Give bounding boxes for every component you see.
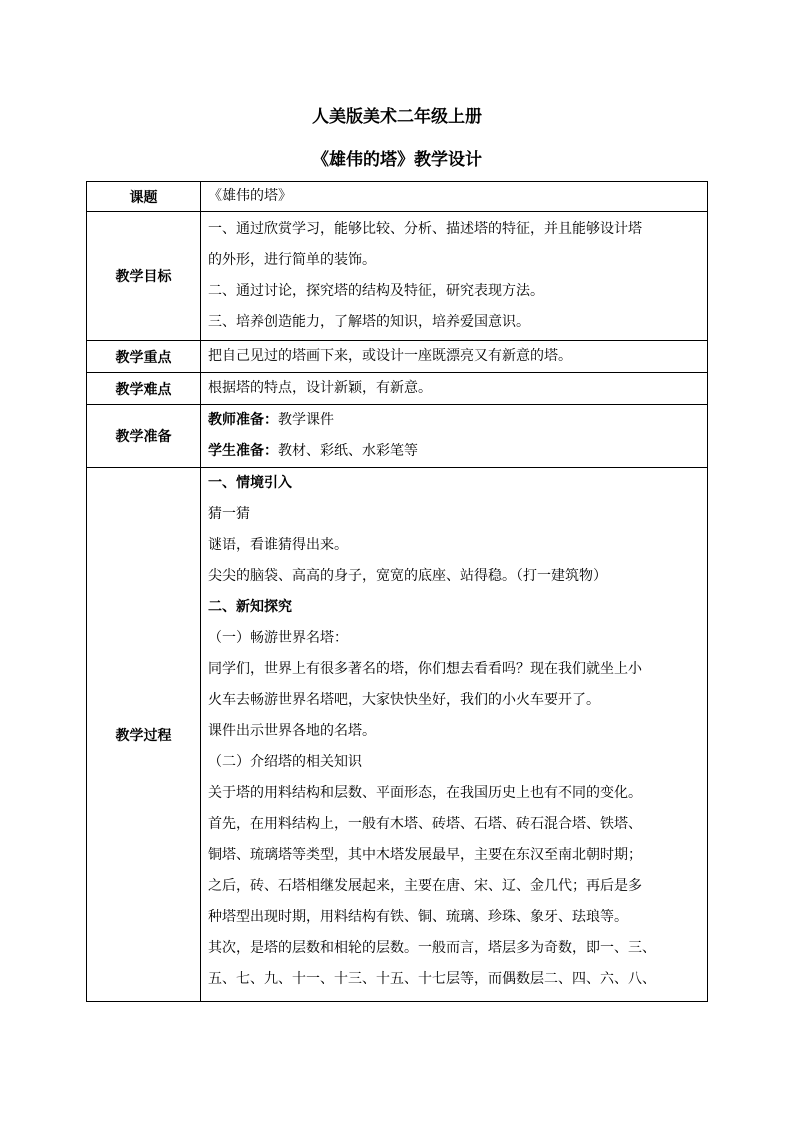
cell-goals xyxy=(201,212,708,341)
process-line: 关于塔的用料结构和层数、平面形态，在我国历史上也有不同的变化。 xyxy=(208,785,642,801)
row-difficulty xyxy=(87,373,708,405)
topic-value: 《雄伟的塔》 xyxy=(208,188,292,204)
goal-line: 的外形，进行简单的装饰。 xyxy=(208,252,376,268)
student-prep xyxy=(208,436,703,467)
process-line: 同学们，世界上有很多著名的塔，你们想去看看吗？现在我们就坐上小 xyxy=(208,661,642,677)
process-line: 尖尖的脑袋、高高的身子，宽宽的底座、站得稳。（打一建筑物） xyxy=(208,568,607,584)
row-key-point xyxy=(87,341,708,373)
cell-process xyxy=(201,468,708,1002)
goal-line: 一、通过欣赏学习，能够比较、分析、描述塔的特征，并且能够设计塔 xyxy=(208,221,642,237)
process-line: 五、七、九、十一、十三、十五、十七层等，而偶数层二、四、六、八、 xyxy=(208,971,656,987)
cell-preparation xyxy=(201,405,708,468)
label-key-point: 教学重点 xyxy=(87,341,201,373)
label-difficulty: 教学难点 xyxy=(87,373,201,405)
process-heading: 一、情境引入 xyxy=(208,475,292,491)
process-line: 课件出示世界各地的名塔。 xyxy=(208,723,376,739)
process-line: 其次，是塔的层数和相轮的层数。一般而言，塔层多为奇数，即一、三、 xyxy=(208,940,656,956)
process-line: 首先，在用料结构上，一般有木塔、砖塔、石塔、砖石混合塔、铁塔、 xyxy=(208,816,642,832)
teacher-prep-label: 教师准备： xyxy=(208,412,278,428)
cell-topic xyxy=(201,182,708,212)
difficulty-value: 根据塔的特点，设计新颖，有新意。 xyxy=(208,380,432,396)
row-preparation xyxy=(87,405,708,468)
process-line: 火车去畅游世界名塔吧，大家快快坐好，我们的小火车要开了。 xyxy=(208,692,600,708)
cell-key-point xyxy=(201,341,708,373)
label-topic: 课题 xyxy=(87,182,201,212)
process-line: 猜一猜 xyxy=(208,506,250,522)
process-line: 谜语，看谁猜得出来。 xyxy=(208,537,348,553)
process-line: （二）介绍塔的相关知识 xyxy=(208,754,362,770)
label-goals: 教学目标 xyxy=(87,212,201,341)
row-goals xyxy=(87,212,708,341)
teacher-prep-value: 教学课件 xyxy=(278,412,334,428)
student-prep-value: 教材、彩纸、水彩笔等 xyxy=(278,443,418,459)
process-line: 种塔型出现时期，用料结构有铁、铜、琉璃、珍珠、象牙、珐琅等。 xyxy=(208,909,628,925)
process-heading: 二、新知探究 xyxy=(208,599,292,615)
goal-line: 三、培养创造能力，了解塔的知识，培养爱国意识。 xyxy=(208,314,530,330)
lesson-plan-table xyxy=(86,181,708,1002)
label-process: 教学过程 xyxy=(87,468,201,1002)
document-subtitle: 《雄伟的塔》教学设计 xyxy=(312,150,482,170)
key-point-value: 把自己见过的塔画下来，或设计一座既漂亮又有新意的塔。 xyxy=(208,348,572,364)
cell-difficulty xyxy=(201,373,708,405)
document-title: 人美版美术二年级上册 xyxy=(312,107,482,127)
teacher-prep xyxy=(208,405,703,436)
row-process xyxy=(87,468,708,1002)
goal-line: 二、通过讨论，探究塔的结构及特征，研究表现方法。 xyxy=(208,283,544,299)
student-prep-label: 学生准备： xyxy=(208,443,278,459)
label-preparation: 教学准备 xyxy=(87,405,201,468)
process-line: （一）畅游世界名塔： xyxy=(208,630,348,646)
process-line: 铜塔、琉璃塔等类型，其中木塔发展最早，主要在东汉至南北朝时期； xyxy=(208,847,642,863)
row-topic xyxy=(87,182,708,212)
process-line: 之后，砖、石塔相继发展起来，主要在唐、宋、辽、金几代；再后是多 xyxy=(208,878,642,894)
